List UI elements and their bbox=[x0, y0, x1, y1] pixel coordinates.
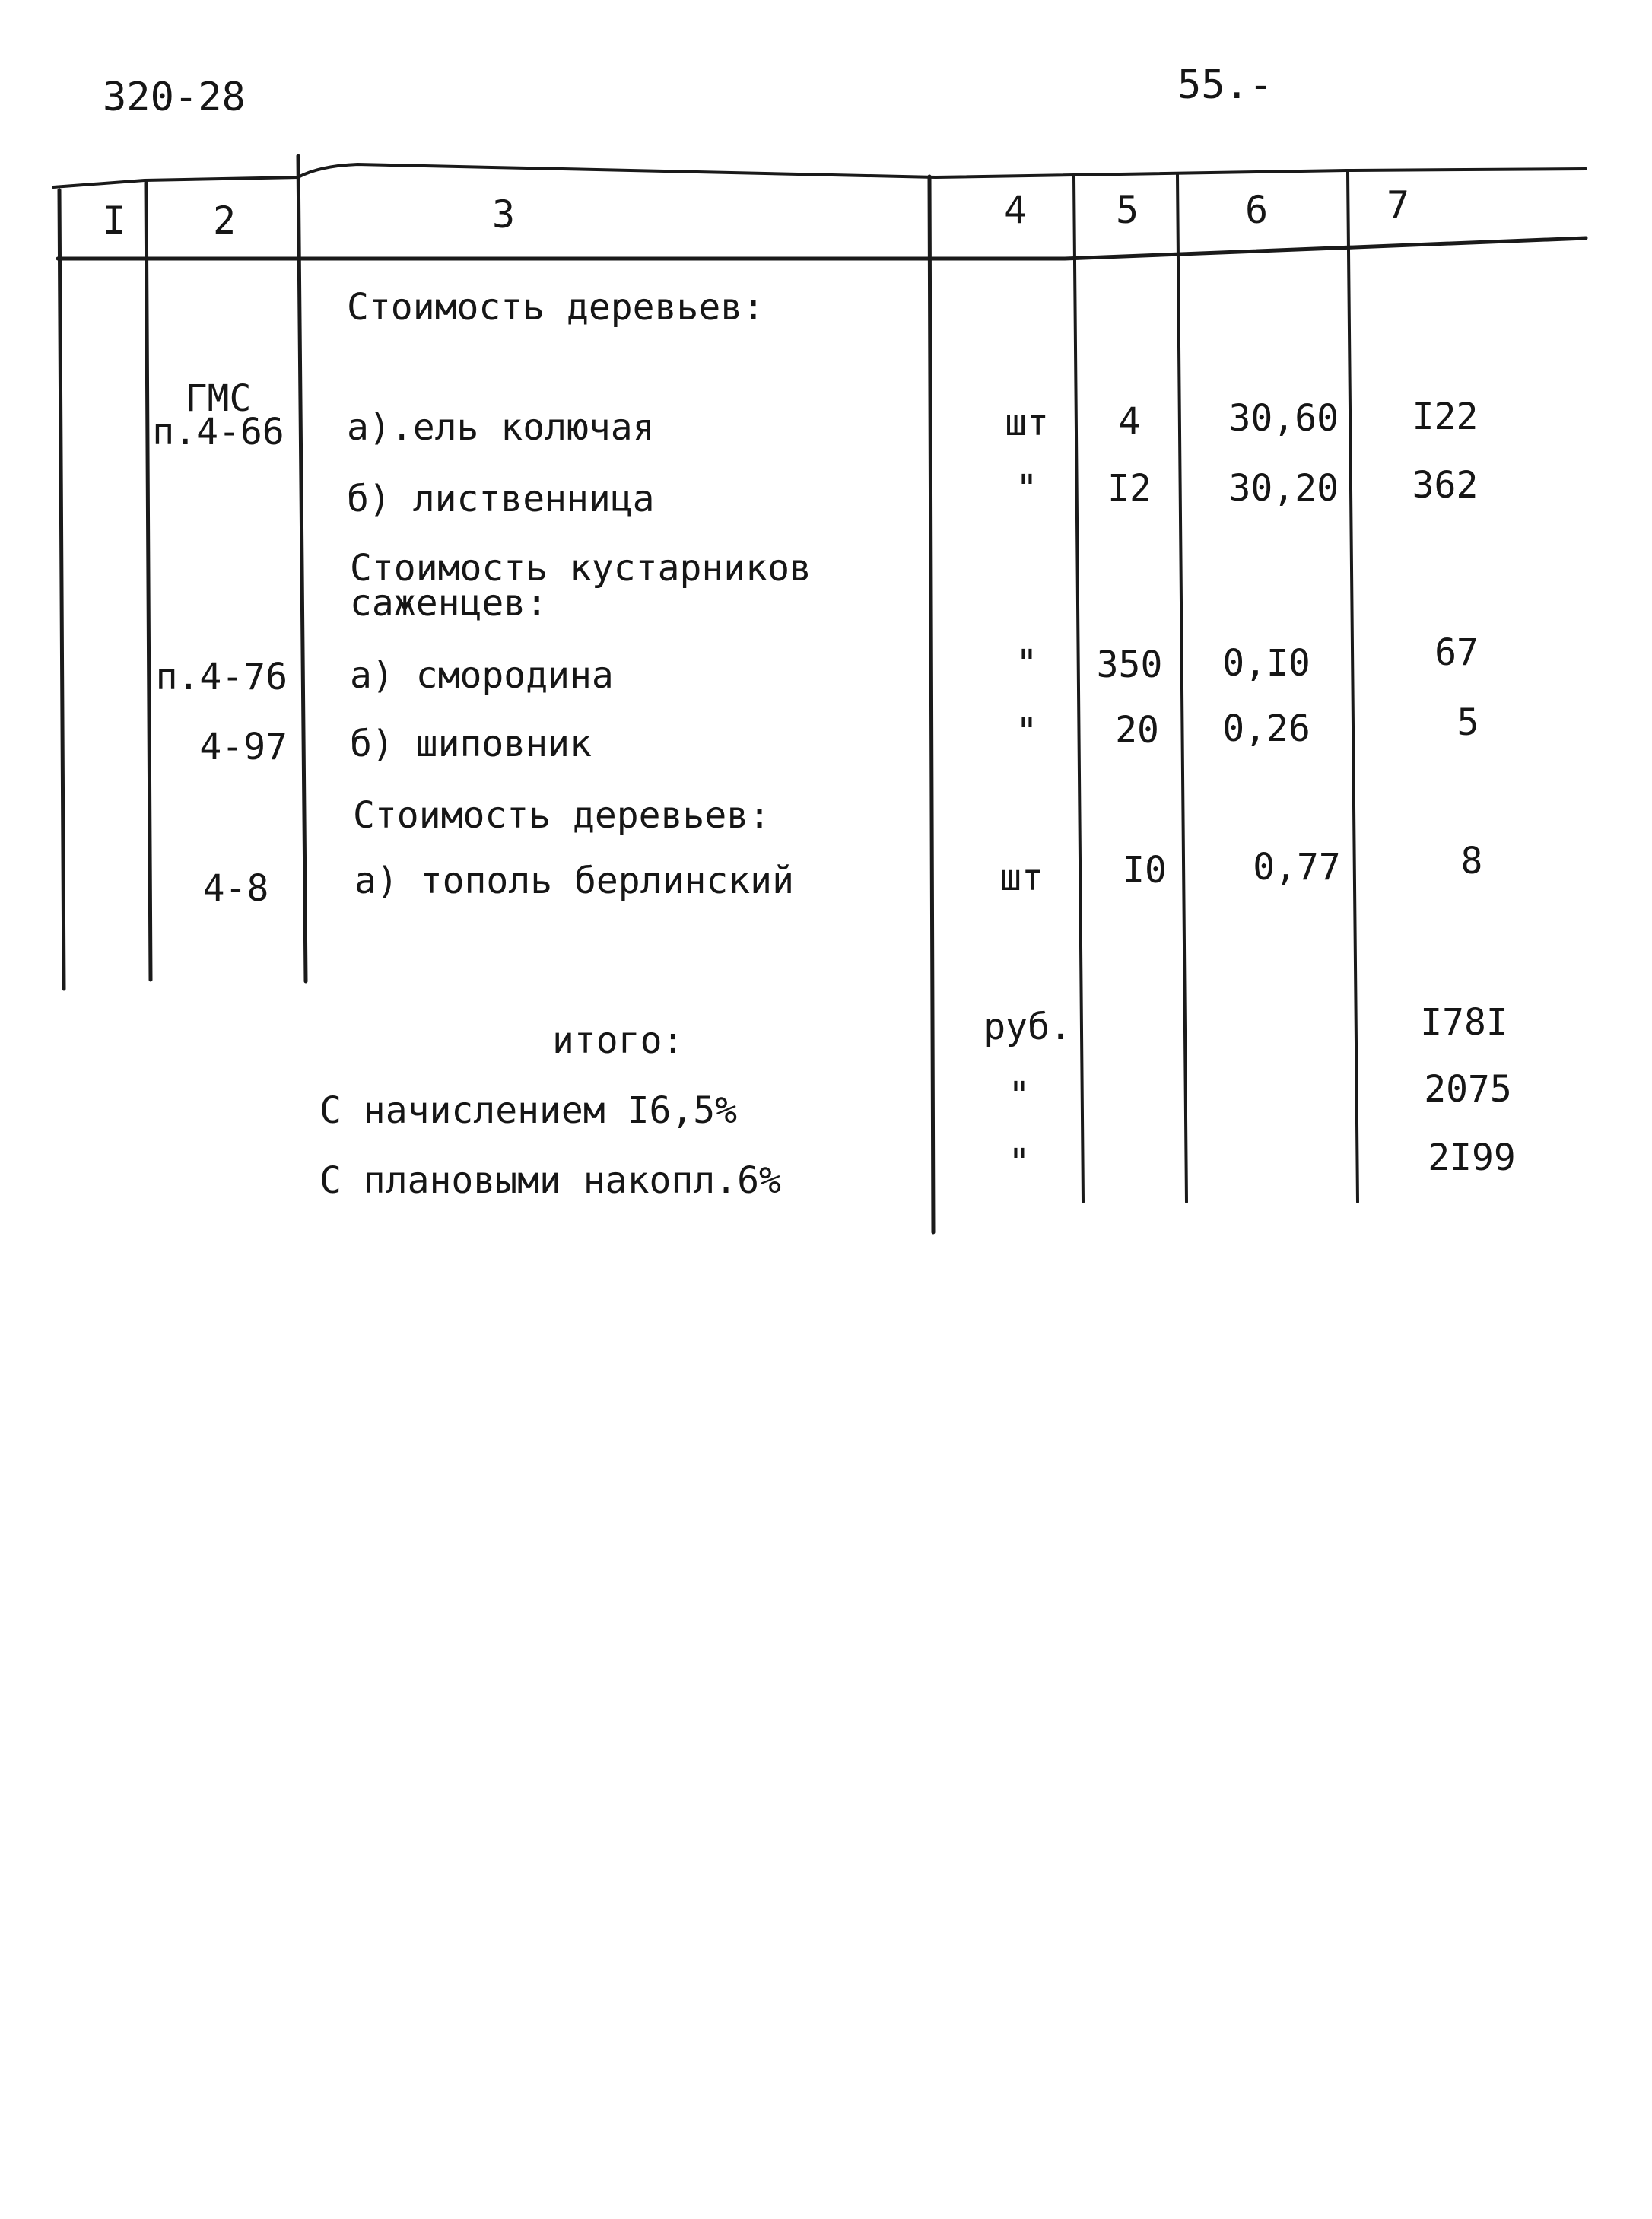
table-row-sum: I22 bbox=[1412, 396, 1479, 438]
table-row-sum: 67 bbox=[1434, 631, 1479, 674]
table-row-desc: а) тополь берлинский bbox=[354, 860, 794, 902]
total-unit: руб. bbox=[983, 1006, 1072, 1048]
col-header-6: 6 bbox=[1244, 188, 1269, 232]
table-row-qty: I2 bbox=[1107, 467, 1152, 510]
table-row-desc: б) шиповник bbox=[350, 723, 592, 765]
table-row-price: 30,20 bbox=[1228, 467, 1339, 510]
planned-savings-label: С плановыми накопл.6% bbox=[319, 1159, 781, 1202]
col-divider-1-2 bbox=[146, 183, 151, 980]
col-header-2: 2 bbox=[212, 199, 237, 243]
page-number: 55.- bbox=[1177, 62, 1273, 108]
table-row-ref: 4-8 bbox=[202, 867, 269, 910]
planned-savings-unit: " bbox=[1008, 1141, 1031, 1184]
table-row-qty: 20 bbox=[1115, 709, 1159, 752]
col-divider-2-3 bbox=[298, 156, 306, 981]
col-header-5: 5 bbox=[1115, 188, 1139, 232]
planned-savings-sum: 2I99 bbox=[1428, 1137, 1516, 1179]
col-divider-3-4 bbox=[929, 176, 933, 1232]
table-row-price: 0,77 bbox=[1253, 846, 1341, 889]
table-row-price: 0,I0 bbox=[1222, 642, 1310, 685]
col-header-4: 4 bbox=[1003, 188, 1028, 232]
col-divider-6-7 bbox=[1348, 172, 1358, 1202]
table-row-desc: Стоимость деревьев: bbox=[353, 794, 771, 837]
table-row-qty: I0 bbox=[1123, 849, 1167, 892]
table-top-rule bbox=[53, 164, 1586, 187]
table-row-sum: 8 bbox=[1460, 840, 1483, 882]
markup-sum: 2075 bbox=[1424, 1068, 1512, 1111]
table-row-price: 30,60 bbox=[1228, 397, 1339, 440]
table-row-unit: шт bbox=[1005, 402, 1049, 444]
table-row-desc: а) смородина bbox=[350, 654, 614, 697]
markup-unit: " bbox=[1008, 1074, 1031, 1117]
table-row-unit: шт bbox=[999, 857, 1044, 899]
table-row-sum: 5 bbox=[1457, 701, 1479, 744]
col-header-1: I bbox=[102, 199, 126, 243]
table-row-unit: " bbox=[1015, 711, 1038, 753]
table-row-qty: 350 bbox=[1096, 644, 1163, 686]
markup-label: С начислением I6,5% bbox=[319, 1089, 738, 1132]
table-row-ref: ГМС п.4-66 bbox=[152, 377, 284, 453]
table-row-unit: " bbox=[1015, 642, 1038, 685]
document-code: 320-28 bbox=[103, 75, 246, 120]
total-sum: I78I bbox=[1420, 1001, 1508, 1044]
table-row-price: 0,26 bbox=[1222, 707, 1310, 750]
table-row-sum: 362 bbox=[1412, 464, 1479, 507]
total-label: итого: bbox=[552, 1019, 685, 1062]
table-row-qty: 4 bbox=[1118, 400, 1141, 443]
table-row-unit: " bbox=[1015, 467, 1038, 510]
col-divider-5-6 bbox=[1177, 175, 1187, 1202]
table-row-desc: а).ель колючая bbox=[347, 406, 655, 449]
header-bottom-rule bbox=[58, 238, 1586, 259]
table-row-ref: 4-97 bbox=[199, 726, 288, 768]
col-header-7: 7 bbox=[1386, 183, 1410, 227]
table-row-desc: Стоимость деревьев: bbox=[347, 286, 765, 329]
table-row-desc: б) лиственница bbox=[347, 478, 655, 520]
table-row-ref: п.4-76 bbox=[155, 656, 288, 698]
col-divider-left bbox=[59, 190, 64, 989]
col-header-3: 3 bbox=[491, 192, 516, 237]
table-row-desc: Стоимость кустарников саженцев: bbox=[350, 547, 812, 625]
